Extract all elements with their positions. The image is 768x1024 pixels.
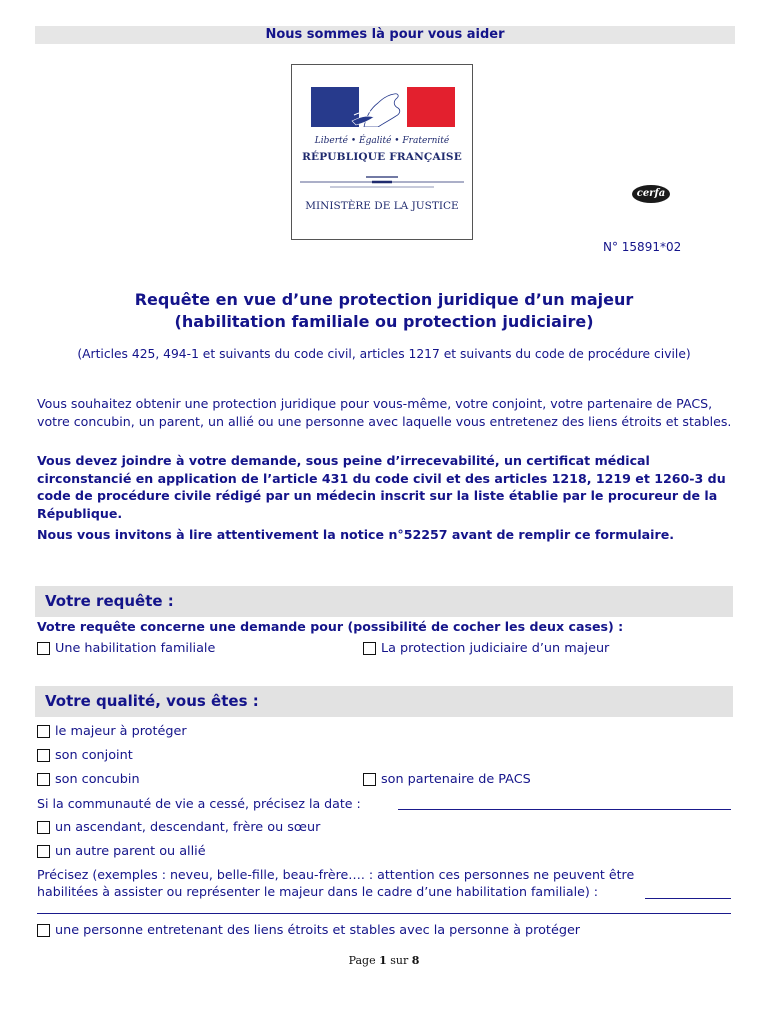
option-label: Une habilitation familiale bbox=[55, 641, 216, 656]
checkbox-autre-parent[interactable] bbox=[37, 845, 50, 858]
option-personne-liens[interactable] bbox=[37, 923, 580, 938]
option-habilitation-familiale[interactable] bbox=[37, 641, 215, 656]
option-label: son concubin bbox=[55, 772, 140, 787]
checkbox-habilitation-familiale[interactable] bbox=[37, 642, 50, 655]
checkbox-ascendant[interactable] bbox=[37, 821, 50, 834]
page-number bbox=[0, 954, 768, 967]
section-qualite-heading: Votre qualité, vous êtes : bbox=[35, 686, 733, 717]
legal-articles: (Articles 425, 494-1 et suivants du code civil, articles 1217 et suivants du code de procédure civile) bbox=[77, 347, 691, 361]
checkbox-pacs[interactable] bbox=[363, 773, 376, 786]
option-label: son conjoint bbox=[55, 748, 133, 763]
checkbox-majeur[interactable] bbox=[37, 725, 50, 738]
cerfa-number: N° 15891*02 bbox=[603, 240, 682, 254]
republique-francaise-logo bbox=[291, 64, 473, 240]
help-banner: Nous sommes là pour vous aider bbox=[35, 26, 735, 44]
requete-question: Votre requête concerne une demande pour (possibilité de cocher les deux cases) : bbox=[37, 619, 624, 634]
option-label: un autre parent ou allié bbox=[55, 844, 206, 859]
republic-name: RÉPUBLIQUE FRANÇAISE bbox=[302, 151, 462, 163]
option-protection-judiciaire[interactable] bbox=[363, 641, 609, 656]
precisez-input-line[interactable] bbox=[645, 898, 731, 899]
medical-certificate-notice: Vous devez joindre à votre demande, sous peine d’irrecevabilité, un certificat médical circonstancié en application de l’article 431 du code civil et des articles 1218, 1219 et 1260-3 du code de procédure civile rédigé par un médecin inscrit sur la liste établie par le procureur de la République. bbox=[37, 453, 726, 521]
option-label: le majeur à protéger bbox=[55, 724, 187, 739]
option-majeur[interactable] bbox=[37, 724, 187, 739]
precisez-instructions-2: habilitées à assister ou représenter le majeur dans le cadre d’une habilitation familiale) : bbox=[37, 884, 598, 899]
checkbox-conjoint[interactable] bbox=[37, 749, 50, 762]
page-total: 8 bbox=[411, 954, 420, 967]
precisez-instructions: Précisez (exemples : neveu, belle-fille, beau-frère…. : attention ces personnes ne peuvent être bbox=[37, 867, 635, 882]
section-requete-heading: Votre requête : bbox=[35, 586, 733, 617]
notice-reference: Nous vous invitons à lire attentivement la notice n°52257 avant de remplir ce formulaire. bbox=[37, 527, 675, 542]
marianne-icon bbox=[344, 87, 422, 127]
republic-motto: Liberté • Égalité • Fraternité bbox=[314, 136, 450, 146]
option-label: une personne entretenant des liens étroits et stables avec la personne à protéger bbox=[55, 923, 581, 938]
form-subtitle: (habilitation familiale ou protection judiciaire) bbox=[174, 312, 594, 331]
page-sur: sur bbox=[390, 954, 409, 967]
date-input-line[interactable] bbox=[398, 809, 731, 810]
option-concubin[interactable] bbox=[37, 772, 140, 787]
option-label: un ascendant, descendant, frère ou sœur bbox=[55, 820, 321, 835]
ministry-name: MINISTÈRE DE LA JUSTICE bbox=[305, 200, 459, 212]
option-autre-parent[interactable] bbox=[37, 844, 206, 859]
precisez-input-line-2[interactable] bbox=[37, 913, 731, 914]
intro-paragraph: Vous souhaitez obtenir une protection juridique pour vous-même, votre conjoint, votre partenaire de PACS, votre concubin, un parent, un allié ou une personne avec laquelle vous entretenez des liens étroits et stables. bbox=[37, 396, 732, 429]
checkbox-concubin[interactable] bbox=[37, 773, 50, 786]
date-label: Si la communauté de vie a cessé, précisez la date : bbox=[37, 796, 361, 811]
page-label: Page bbox=[348, 954, 376, 967]
checkbox-personne-liens[interactable] bbox=[37, 924, 50, 937]
ministry-emblem-lines bbox=[300, 173, 464, 193]
option-pacs[interactable] bbox=[363, 772, 531, 787]
form-title: Requête en vue d’une protection juridique d’un majeur bbox=[134, 290, 634, 309]
option-label: La protection judiciaire d’un majeur bbox=[381, 641, 610, 656]
option-label: son partenaire de PACS bbox=[381, 772, 531, 787]
cerfa-logo: cerfa bbox=[632, 185, 670, 203]
option-ascendant[interactable] bbox=[37, 820, 320, 835]
option-conjoint[interactable] bbox=[37, 748, 133, 763]
page-current: 1 bbox=[379, 954, 387, 967]
checkbox-protection-judiciaire[interactable] bbox=[363, 642, 376, 655]
